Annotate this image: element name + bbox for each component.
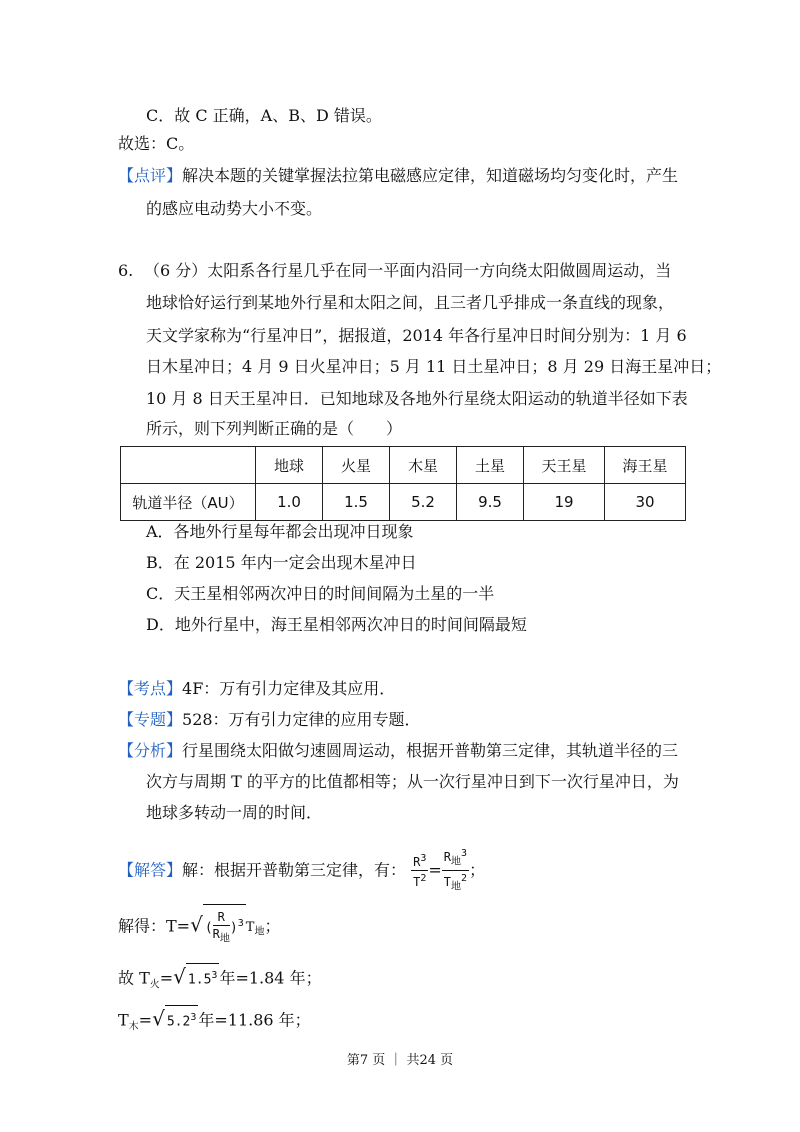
orbit-radius-table — [120, 446, 686, 521]
table-row — [121, 484, 686, 521]
jieda: 【解答】解：根据开普勒第三定律，有： $\frac{R^3}{T^2}$ = $\frac{R_地^3}{T_地^2}$ ； — [118, 846, 485, 896]
question-text-1: （6 分）太阳系各行星几乎在同一平面内沿同一方向绕太阳做圆周运动，当 — [144, 261, 672, 280]
table-cell: 19 — [524, 484, 605, 521]
question-number: 6. — [118, 261, 134, 280]
kaodian: 【考点】4F：万有引力定律及其应用． — [118, 679, 396, 698]
table-header-cell: 土星 — [457, 447, 524, 484]
question-text-5: 10 月 8 日天王星冲日．已知地球及各地外行星绕太阳运动的轨道半径如下表 — [146, 389, 688, 408]
table-header-cell — [121, 447, 256, 484]
kepler-formula-left: $\frac{R^3}{T^2}$ — [413, 853, 427, 890]
jieda-tag: 【解答】 — [118, 860, 183, 880]
table-cell: 1.5 — [323, 484, 390, 521]
kaodian-tag: 【考点】 — [118, 679, 183, 698]
page-footer: 第7 页 ｜ 共24 页 — [346, 1053, 454, 1068]
option-a: A．各地外行星每年都会出现冲日现象 — [146, 522, 414, 541]
table-cell: 5.2 — [390, 484, 457, 521]
table-header-cell: 火星 — [323, 447, 390, 484]
table-header-cell: 地球 — [256, 447, 323, 484]
question-text-4: 日木星冲日；4 月 9 日火星冲日；5 月 11 日土星冲日；8 月 29 日海王星冲日； — [146, 357, 722, 376]
solve-period: 解得：T=√ ( $\frac{R}{R_地}$ )$^3$ $T_地$； — [118, 904, 280, 950]
option-b: B．在 2015 年内一定会出现木星冲日 — [146, 553, 417, 572]
kepler-formula-right: $\frac{R_地^3}{T_地^2}$ — [443, 848, 468, 893]
table-cell: 30 — [605, 484, 686, 521]
zhuanti-tag: 【专题】 — [118, 710, 183, 729]
option-c: C．天王星相邻两次冲日的时间间隔为土星的一半 — [146, 584, 495, 603]
table-row-label: 轨道半径（AU） — [121, 484, 256, 521]
table-header-cell: 海王星 — [605, 447, 686, 484]
prev-choice: 故选：C。 — [118, 134, 195, 153]
table-cell: 1.0 — [256, 484, 323, 521]
zhuanti: 【专题】528：万有引力定律的应用专题． — [118, 710, 421, 729]
jupiter-period: $T_木=√$ $5.2^3$ 年=11.86 年； — [118, 1006, 311, 1033]
table-header-row — [121, 447, 686, 484]
option-d: D．地外行星中，海王星相邻两次冲日的时间间隔最短 — [146, 615, 527, 634]
fenxi: 【分析】行星围绕太阳做匀速圆周运动，根据开普勒第三定律，其轨道半径的三 — [118, 741, 679, 760]
prev-review-cont: 的感应电动势大小不变。 — [146, 199, 323, 218]
question-text-3: 天文学家称为“行星冲日”，据报道，2014 年各行星冲日时间分别为：1 月 6 — [146, 326, 687, 345]
review-tag: 【点评】 — [118, 166, 183, 185]
table-header-cell: 木星 — [390, 447, 457, 484]
mars-period: 故 $T_火=√$ $1.5^3$ 年=1.84 年； — [118, 964, 322, 991]
fenxi-cont-2: 地球多转动一周的时间． — [146, 803, 323, 822]
fenxi-cont-1: 次方与周期 T 的平方的比值都相等；从一次行星冲日到下一次行星冲日，为 — [146, 772, 679, 791]
prev-review: 【点评】解决本题的关键掌握法拉第电磁感应定律，知道磁场均匀变化时，产生 — [118, 166, 679, 185]
question-text-6: 所示，则下列判断正确的是（ ） — [146, 419, 403, 438]
table-cell: 9.5 — [457, 484, 524, 521]
question-text-2: 地球恰好运行到某地外行星和太阳之间，且三者几乎排成一条直线的现象， — [146, 293, 675, 312]
fenxi-tag: 【分析】 — [118, 741, 183, 760]
prev-option-c: C．故 C 正确，A、B、D 错误。 — [146, 106, 382, 125]
table-header-cell: 天王星 — [524, 447, 605, 484]
